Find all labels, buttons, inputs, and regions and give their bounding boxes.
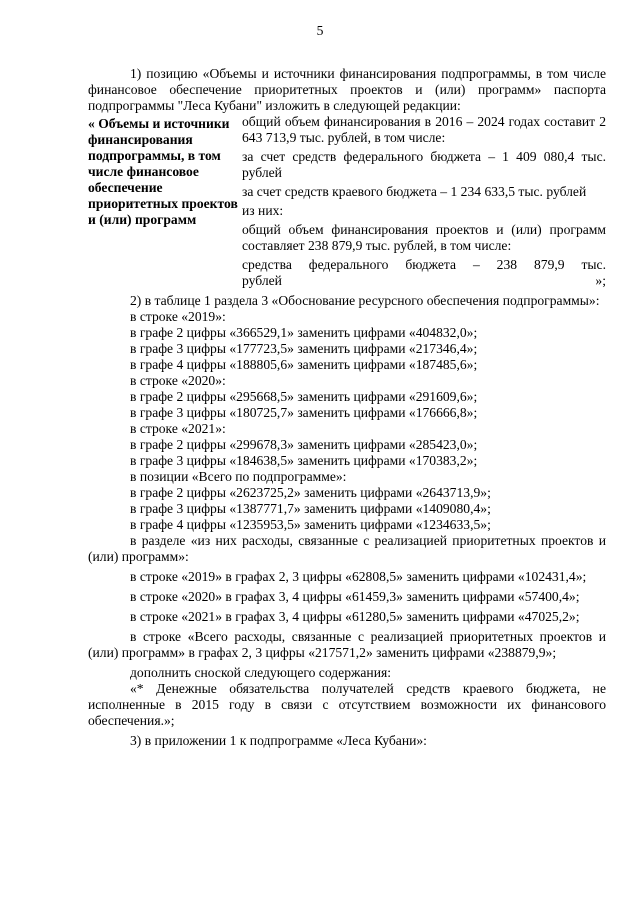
- list-item: в графе 2 цифры «299678,3» заменить цифрами «285423,0»;: [130, 437, 478, 452]
- passport-line: из них:: [242, 203, 284, 218]
- list-item: в графе 4 цифры «188805,6» заменить цифрами «187485,6»;: [130, 357, 478, 372]
- list-item: в графе 3 цифры «184638,5» заменить цифрами «170383,2»;: [130, 453, 478, 468]
- passport-line: общий объем финансирования в 2016 – 2024 годах составит 2 643 713,9 тыс. рублей, в том числе:: [242, 114, 606, 145]
- list-item: в строке «2019»:: [130, 309, 226, 324]
- item-3-paragraph: 3) в приложении 1 к подпрограмме «Леса Кубани»:: [130, 733, 427, 748]
- passport-last-line: [242, 273, 606, 289]
- list-item: в графе 2 цифры «366529,1» заменить цифрами «404832,0»;: [130, 325, 478, 340]
- list-item: в графе 2 цифры «295668,5» заменить цифрами «291609,6»;: [130, 389, 478, 404]
- section-paragraph: в строке «2019» в графах 2, 3 цифры «62808,5» заменить цифрами «102431,4»;: [130, 569, 587, 584]
- passport-value: [242, 114, 606, 289]
- passport-line: за счет средств краевого бюджета – 1 234 633,5 тыс. рублей: [242, 184, 587, 199]
- section-paragraph: в строке «Всего расходы, связанные с реализацией приоритетных проектов и (или) программ» в графах 2, 3 цифры «217571,2» заменить цифрами «238879,9»;: [88, 629, 606, 660]
- intro-paragraph: 1) позицию «Объемы и источники финансирования подпрограммы, в том числе финансовое обеспечение приоритетных проектов и (или) программ» паспорта подпрограммы "Леса Кубани" изложить в следующей редакции:: [88, 66, 606, 113]
- section-paragraph: в строке «2020» в графах 3, 4 цифры «61459,3» заменить цифрами «57400,4»;: [130, 589, 580, 604]
- list-item: в позиции «Всего по подпрограмме»:: [130, 469, 347, 484]
- footnote-intro: дополнить сноской следующего содержания:: [130, 665, 392, 680]
- replacement-list: [88, 309, 606, 533]
- list-item: в графе 2 цифры «2623725,2» заменить цифрами «2643713,9»;: [130, 485, 491, 500]
- list-item: в строке «2021»:: [130, 421, 226, 436]
- passport-line: средства федерального бюджета – 238 879,9 тыс.: [242, 257, 606, 272]
- section-paragraph: в разделе «из них расходы, связанные с реализацией приоритетных проектов и (или) программ»:: [88, 533, 606, 564]
- footnote-text: «* Денежные обязательства получателей средств краевого бюджета, не исполненные в 2015 году в связи с отсутствием возможности их финансового обеспечения.»;: [88, 681, 606, 728]
- passport-closing-quote: »;: [595, 273, 606, 288]
- passport-line: за счет средств федерального бюджета – 1 409 080,4 тыс. рублей: [242, 149, 606, 180]
- item-2-paragraph: 2) в таблице 1 раздела 3 «Обоснование ресурсного обеспечения подпрограммы»:: [130, 293, 600, 308]
- list-item: в строке «2020»:: [130, 373, 226, 388]
- passport-line: общий объем финансирования проектов и (или) программ составляет 238 879,9 тыс. рублей, в том числе:: [242, 222, 606, 253]
- passport-label: « Объемы и источники финансирования подпрограммы, в том числе финансовое обеспечение приоритетных проектов и (или) программ: [88, 116, 238, 227]
- list-item: в графе 4 цифры «1235953,5» заменить цифрами «1234633,5»;: [130, 517, 491, 532]
- list-item: в графе 3 цифры «180725,7» заменить цифрами «176666,8»;: [130, 405, 478, 420]
- list-item: в графе 3 цифры «1387771,7» заменить цифрами «1409080,4»;: [130, 501, 491, 516]
- section-paragraph: в строке «2021» в графах 3, 4 цифры «61280,5» заменить цифрами «47025,2»;: [130, 609, 580, 624]
- passport-table: [88, 114, 606, 289]
- passport-last-word: рублей: [242, 273, 282, 288]
- document-body: [88, 66, 606, 749]
- page-number: 5: [316, 23, 324, 38]
- list-item: в графе 3 цифры «177723,5» заменить цифрами «217346,4»;: [130, 341, 478, 356]
